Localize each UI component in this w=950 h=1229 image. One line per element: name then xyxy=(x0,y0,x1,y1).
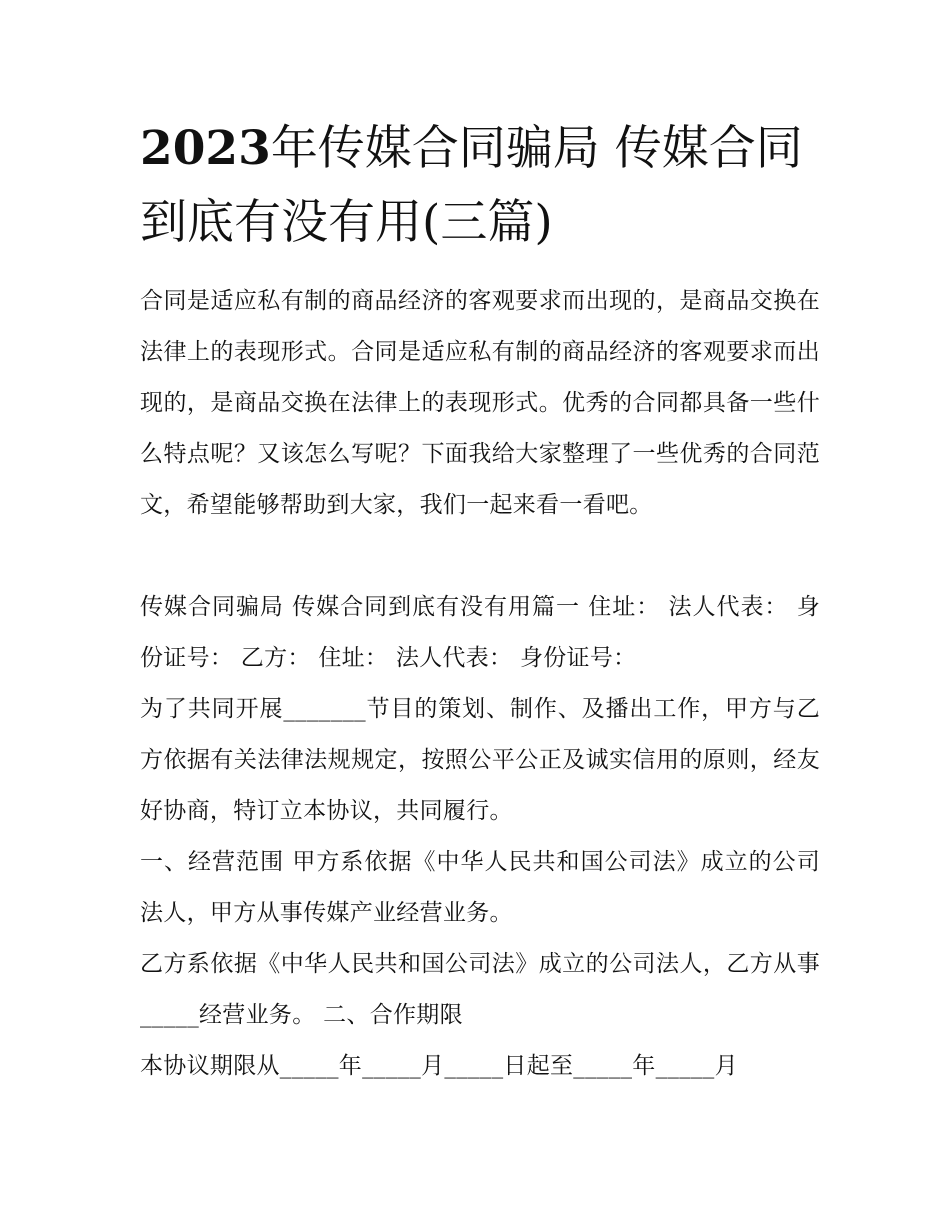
intro-paragraph: 合同是适应私有制的商品经济的客观要求而出现的，是商品交换在法律上的表现形式。合同是适应私有制的商品经济的客观要求而出现的，是商品交换在法律上的表现形式。优秀的合同都具备一些什么特点呢？又该怎么写呢？下面我给大家整理了一些优秀的合同范文，希望能够帮助到大家，我们一起来看一看吧。 xyxy=(140,288,820,518)
document-title xyxy=(140,112,830,260)
business-scope-paragraph: 一、经营范围 甲方系依据《中华人民共和国公司法》成立的公司法人，甲方从事传媒产业经营业务。 xyxy=(140,849,820,926)
title-year: 2023 xyxy=(140,121,271,176)
purpose-paragraph: 为了共同开展_______节目的策划、制作、及播出工作，甲方与乙方依据有关法律法规规定，按照公平公正及诚实信用的原则，经友好协商，特订立本协议，共同履行。 xyxy=(140,696,820,824)
term-paragraph: 本协议期限从_____年_____月_____日起至_____年_____月 xyxy=(140,1053,738,1079)
document-body xyxy=(140,276,820,1092)
title-text: 年传媒合同骗局 传媒合同到底有没有用(三篇) xyxy=(140,121,803,250)
party-info-paragraph: 传媒合同骗局 传媒合同到底有没有用篇一 住址： 法人代表： 身份证号： 乙方： 住址： 法人代表： 身份证号： xyxy=(140,594,820,671)
party-b-scope-paragraph: 乙方系依据《中华人民共和国公司法》成立的公司法人，乙方从事_____经营业务。 二、合作期限 xyxy=(140,951,820,1028)
